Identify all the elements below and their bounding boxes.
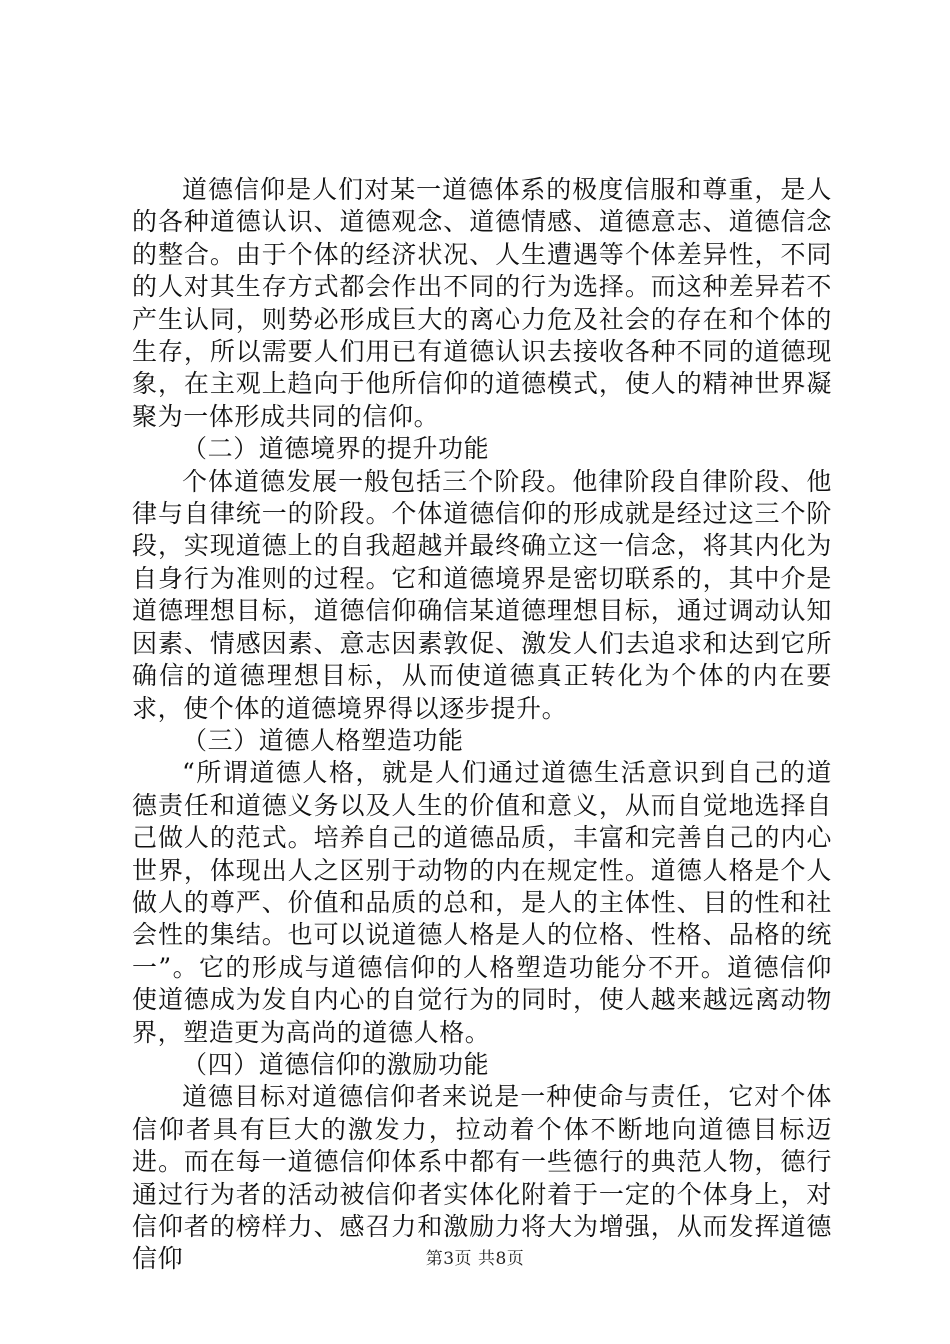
page-number-footer: 第3页 共8页 <box>425 1249 525 1269</box>
document-body <box>132 174 832 1276</box>
paragraph-moral-belief-definition: 道德信仰是人们对某一道德体系的极度信服和尊重，是人的各种道德认识、道德观念、道德情感、道德意志、道德信念的整合。由于个体的经济状况、人生遭遇等个体差异性，不同的人对其生存方式都会作出不同的行为选择。而这种差异若不产生认同，则势必形成巨大的离心力危及社会的存在和个体的生存，所以需要人们用已有道德认识去接收各种不同的道德现象，在主观上趋向于他所信仰的道德模式，使人的精神世界凝聚为一体形成共同的信仰。 <box>132 175 832 431</box>
paragraph-moral-personality: “所谓道德人格，就是人们通过道德生活意识到自己的道德责任和道德义务以及人生的价值和意义，从而自觉地选择自己做人的范式。培养自己的道德品质，丰富和完善自己的内心世界，体现出人之区别于动物的内在规定性。道德人格是个人做人的尊严、价值和品质的总和，是人的主体性、目的性和社会性的集结。也可以说道德人格是人的位格、性格、品格的统一”。它的形成与道德信仰的人格塑造功能分不开。道德信仰使道德成为发自内心的自觉行为的同时，使人越来越远离动物界，塑造更为高尚的道德人格。 <box>132 758 832 1047</box>
section-heading-incentive-function: （四）道德信仰的激励功能 <box>182 1049 490 1079</box>
section-heading-moral-personality: （三）道德人格塑造功能 <box>182 725 464 755</box>
paragraph-moral-realm: 个体道德发展一般包括三个阶段。他律阶段自律阶段、他律与自律统一的阶段。个体道德信仰的形成就是经过这三个阶段，实现道德上的自我超越并最终确立这一信念，将其内化为自身行为准则的过程。它和道德境界是密切联系的，其中介是道德理想目标，道德信仰确信某道德理想目标，通过调动认知因素、情感因素、意志因素敦促、激发人们去追求和达到它所确信的道德理想目标，从而使道德真正转化为个体的内在要求，使个体的道德境界得以逐步提升。 <box>132 466 832 723</box>
paragraph-incentive-function: 道德目标对道德信仰者来说是一种使命与责任，它对个体信仰者具有巨大的激发力，拉动着个体不断地向道德目标迈进。而在每一道德信仰体系中都有一些德行的典范人物，德行通过行为者的活动被信仰者实体化附着于一定的个体身上，对信仰者的榜样力、感召力和激励力将大为增强，从而发挥道德信仰 <box>132 1082 832 1274</box>
section-heading-moral-realm: （二）道德境界的提升功能 <box>182 434 490 464</box>
